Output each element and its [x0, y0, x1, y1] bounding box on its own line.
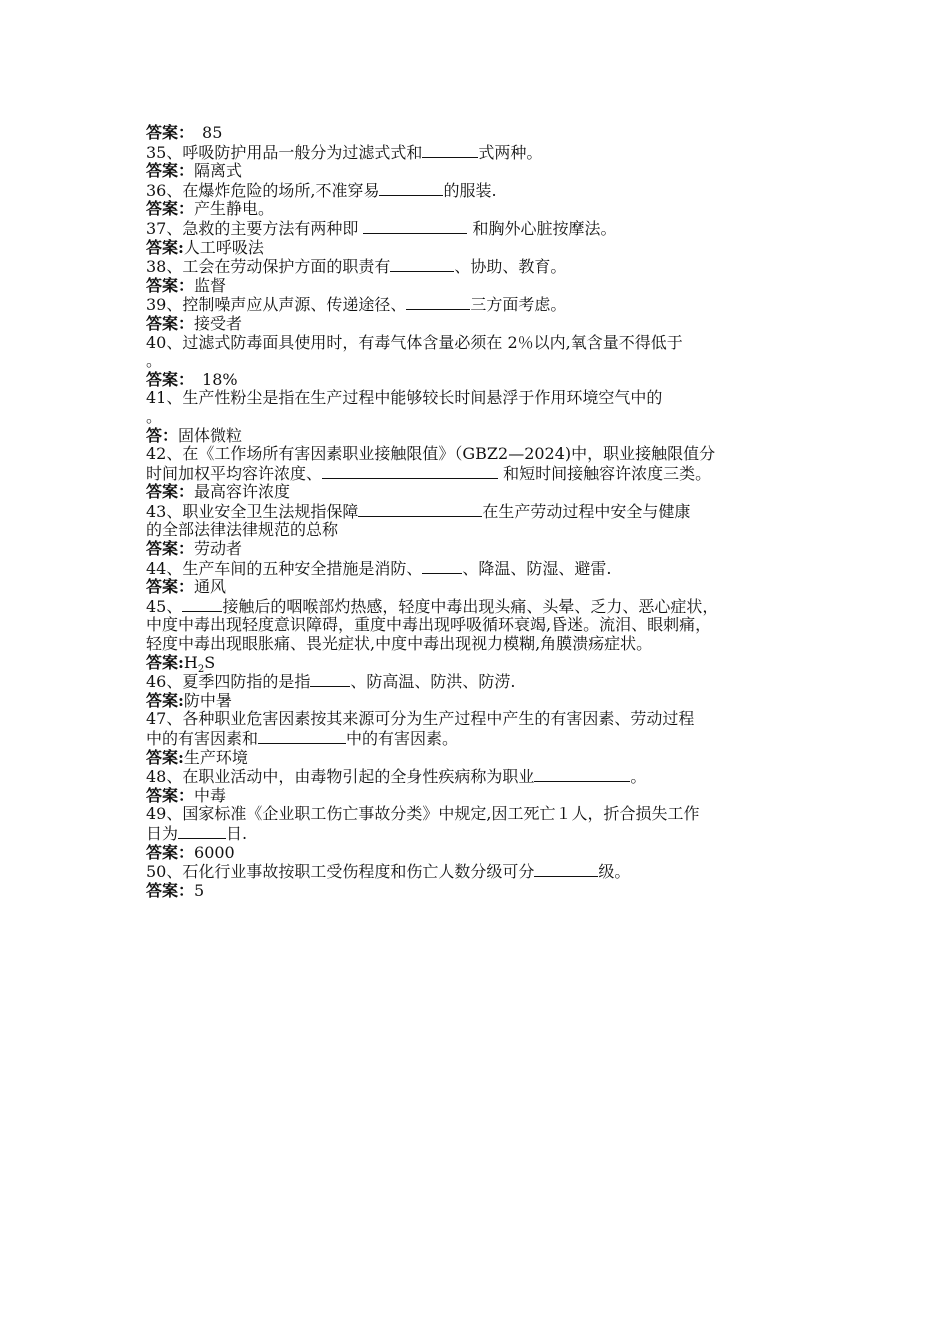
answer-43: 答案：劳动者	[146, 539, 243, 559]
answer-41: 答：固体微粒	[146, 425, 243, 445]
answer-50: 答案：5	[146, 880, 205, 900]
blank	[390, 257, 454, 272]
blank	[182, 597, 222, 612]
question-36: 36、在爆炸危险的场所,不准穿易 的服装.	[146, 180, 497, 200]
blank	[363, 219, 467, 234]
question-43-cont: 的全部法律法律规范的总称	[146, 520, 339, 540]
question-41: 41、生产性粉尘是指在生产过程中能够较长时间悬浮于作用环境空气中的	[146, 388, 663, 408]
question-37: 37、急救的主要方法有两种即 和胸外心脏按摩法。	[146, 218, 617, 238]
answer-38: 答案：监督	[146, 275, 227, 295]
question-40: 40、过滤式防毒面具使用时，有毒气体含量必须在 2％以内,氧含量不得低于	[146, 332, 683, 352]
question-46: 46、夏季四防指的是指 、防高温、防洪、防涝.	[146, 672, 516, 692]
blank	[534, 767, 630, 782]
question-38: 38、工会在劳动保护方面的职责有 、协助、教育。	[146, 257, 567, 277]
blank	[178, 824, 226, 839]
question-40-cont: 。	[146, 351, 163, 371]
question-45: 45、 接触后的咽喉部灼热感，轻度中毒出现头痛、头晕、乏力、恶心症状，	[146, 596, 719, 616]
blank	[422, 143, 478, 158]
answer-48: 答案：中毒	[146, 785, 227, 805]
answer-46: 答案:防中暑	[146, 690, 232, 710]
question-50: 50、石化行业事故按职工受伤程度和伤亡人数分级可分 级。	[146, 862, 631, 882]
answer-45: 答案$:H_2S$	[146, 652, 216, 675]
question-43: 43、职业安全卫生法规指保障 在生产劳动过程中安全与健康	[146, 501, 691, 521]
question-45-cont2: 轻度中毒出现眼胀痛、畏光症状,中度中毒出现视力模糊,角膜溃疡症状。	[146, 634, 653, 654]
question-35: 35、呼吸防护用品一般分为过滤式式和 式两种。	[146, 142, 543, 162]
blank	[258, 729, 346, 744]
answer-35: 答案：隔离式	[146, 161, 243, 181]
answer-49: 答案：6000	[146, 842, 235, 862]
question-39: 39、控制噪声应从声源、传递途径、 三方面考虑。	[146, 295, 567, 315]
question-45-cont1: 中度中毒出现轻度意识障碍，重度中毒出现呼吸循环衰竭,昏迷。流泪、眼刺痛，	[146, 615, 712, 635]
blank	[534, 862, 598, 877]
question-42-cont: 时间加权平均容许浓度、 和短时间接触容许浓度三类。	[146, 463, 712, 483]
question-48: 48、在职业活动中，由毒物引起的全身性疾病称为职业 。	[146, 767, 647, 787]
answer-39: 答案：接受者	[146, 313, 243, 333]
question-42: 42、在《工作场所有害因素职业接触限值》（GBZ2—2024)中，职业接触限值分	[146, 444, 716, 464]
blank	[358, 502, 482, 517]
question-41-cont: 。	[146, 406, 163, 426]
question-47: 47、各种职业危害因素按其来源可分为生产过程中产生的有害因素、劳动过程	[146, 709, 695, 729]
answer-36: 答案：产生静电。	[146, 199, 275, 219]
question-44: 44、生产车间的五种安全措施是消防、 、降温、防湿、避雷.	[146, 558, 612, 578]
question-47-cont: 中的有害因素和 中的有害因素。	[146, 729, 459, 748]
blank	[406, 295, 470, 310]
blank	[422, 559, 462, 574]
question-49: 49、国家标准《企业职工伤亡事故分类》中规定,因工死亡１人，折合损失工作	[146, 804, 700, 824]
blank	[379, 181, 443, 196]
blank	[310, 672, 350, 687]
blank	[322, 464, 498, 479]
question-49-cont: 日为 日.	[146, 823, 248, 843]
answer-37: 答案:人工呼吸法	[146, 237, 264, 257]
answer-34: 答案： 85	[146, 123, 223, 142]
answer-44: 答案：通风	[146, 577, 227, 597]
answer-47: 答案:生产环境	[146, 747, 248, 767]
document-page	[146, 124, 816, 900]
answer-40: 答案： 18%	[146, 369, 238, 389]
answer-42: 答案：最高容许浓度	[146, 482, 291, 502]
